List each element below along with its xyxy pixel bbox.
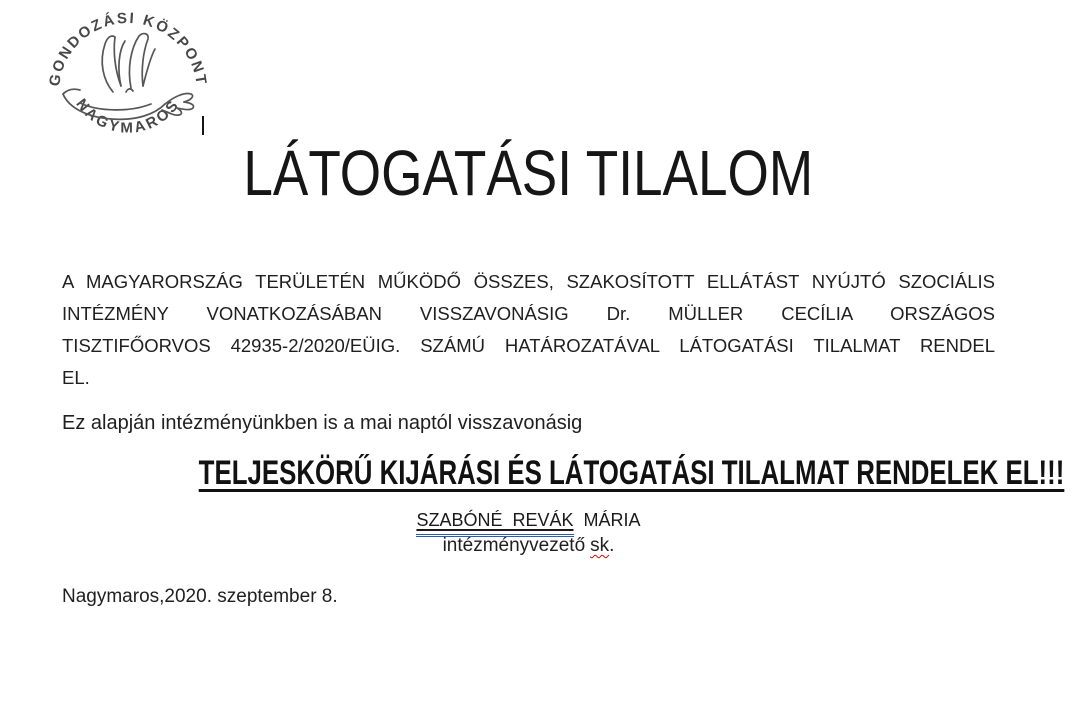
page-title-text: LÁTOGATÁSI TILALOM [243,137,814,209]
place-and-date: Nagymaros,2020. szeptember 8. [62,586,338,607]
ban-headline [62,452,1065,494]
text-caret-mark [202,116,204,135]
ban-headline-text: TELJESKÖRŰ KIJÁRÁSI ÉS LÁTOGATÁSI TILALMAT RENDELEK EL!!! [198,454,1065,492]
signer-role-sk: sk [590,535,610,556]
decree-line-4: EL. [62,367,90,388]
decree-paragraph [62,266,995,394]
signature-block [62,508,995,558]
signer-name-rest: MÁRIA [583,510,641,530]
decree-line-2: INTÉZMÉNY VONATKOZÁSÁBAN VISSZAVONÁSIG Dr. MÜLLER CECÍLIA ORSZÁGOS [62,303,995,324]
hand-holding-figures-icon [42,4,214,136]
logo-bottom-arc-text: NAGYMAROS [72,95,184,136]
signer-name [62,508,995,533]
decree-line-3: TISZTIFŐORVOS 42935-2/2020/EÜIG. SZÁMÚ HATÁROZATÁVAL LÁTOGATÁSI TILALMAT RENDEL [62,335,995,356]
signer-role-title: intézményvezető [442,535,586,556]
signer-role-period: . [609,535,615,556]
decree-line-1: A MAGYARORSZÁG TERÜLETÉN MŰKÖDŐ ÖSSZES, SZAKOSÍTOTT ELLÁTÁST NYÚJTÓ SZOCIÁLIS [62,271,995,292]
local-application-paragraph: Ez alapján intézményünkben is a mai naptól visszavonásig [62,412,583,434]
page-title [62,138,995,208]
logo-top-arc-text: GONDOZÁSI KÖZPONT [46,9,210,88]
signer-name-underlined: SZABÓNÉ REVÁK [416,510,574,530]
gondozasi-kozpont-nagymaros-logo [42,4,214,136]
